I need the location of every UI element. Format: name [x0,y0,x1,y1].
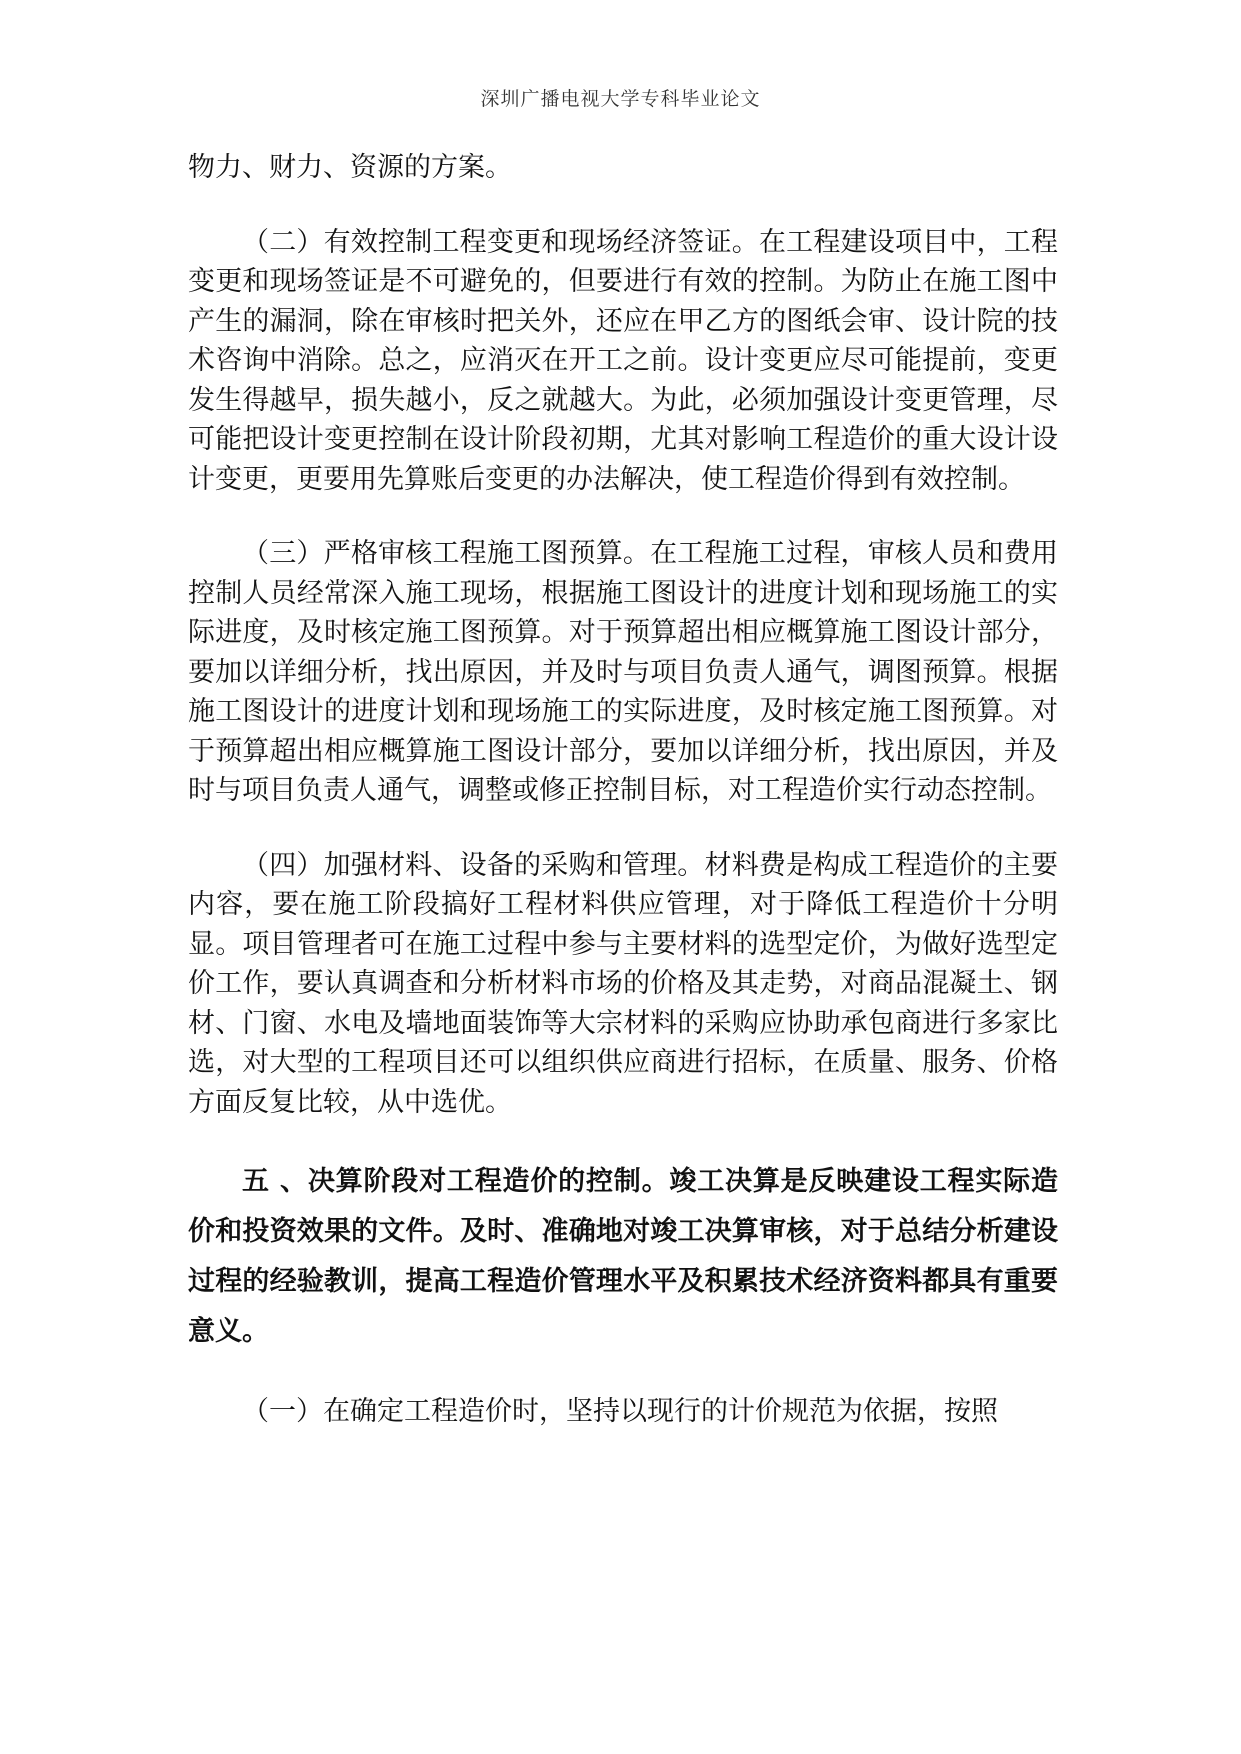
section-heading-settlement: 五 、决算阶段对工程造价的控制。竣工决算是反映建设工程实际造价和投资效果的文件。及时、准确地对竣工决算审核，对于总结分析建设过程的经验教训，提高工程造价管理水平及积累技术经济资料都具有重要意义。 [188,1166,1058,1347]
document-body [188,148,1058,1432]
paragraph-budget-review: （三）严格审核工程施工图预算。在工程施工过程，审核人员和费用控制人员经常深入施工现场，根据施工图设计的进度计划和现场施工的实际进度，及时核定施工图预算。对于预算超出相应概算施工图设计部分，要加以详细分析，找出原因，并及时与项目负责人通气，调图预算。根据施工图设计的进度计划和现场施工的实际进度，及时核定施工图预算。对于预算超出相应概算施工图设计部分，要加以详细分析，找出原因，并及时与项目负责人通气，调整或修正控制目标，对工程造价实行动态控制。 [188,538,1058,806]
paragraph-materials: （四）加强材料、设备的采购和管理。材料费是构成工程造价的主要内容，要在施工阶段搞好工程材料供应管理，对于降低工程造价十分明显。项目管理者可在施工过程中参与主要材料的选型定价，为做好选型定价工作，要认真调查和分析材料市场的价格及其走势，对商品混凝土、钢材、门窗、水电及墙地面装饰等大宗材料的采购应协助承包商进行多家比选，对大型的工程项目还可以组织供应商进行招标，在质量、服务、价格方面反复比较，从中选优。 [188,849,1058,1118]
page-header: 深圳广播电视大学专科毕业论文 [480,88,761,110]
paragraph-continuation: 物力、财力、资源的方案。 [188,152,512,183]
paragraph-change-control: （二）有效控制工程变更和现场经济签证。在工程建设项目中，工程变更和现场签证是不可避免的，但要进行有效的控制。为防止在施工图中产生的漏洞，除在审核时把关外，还应在甲乙方的图纸会审、设计院的技术咨询中消除。总之，应消灭在开工之前。设计变更应尽可能提前，变更发生得越早，损失越小，反之就越大。为此，必须加强设计变更管理，尽可能把设计变更控制在设计阶段初期，尤其对影响工程造价的重大设计设计变更，更要用先算账后变更的办法解决，使工程造价得到有效控制。 [188,226,1058,495]
paragraph-pricing-basis: （一）在确定工程造价时，坚持以现行的计价规范为依据，按照 [242,1396,998,1427]
